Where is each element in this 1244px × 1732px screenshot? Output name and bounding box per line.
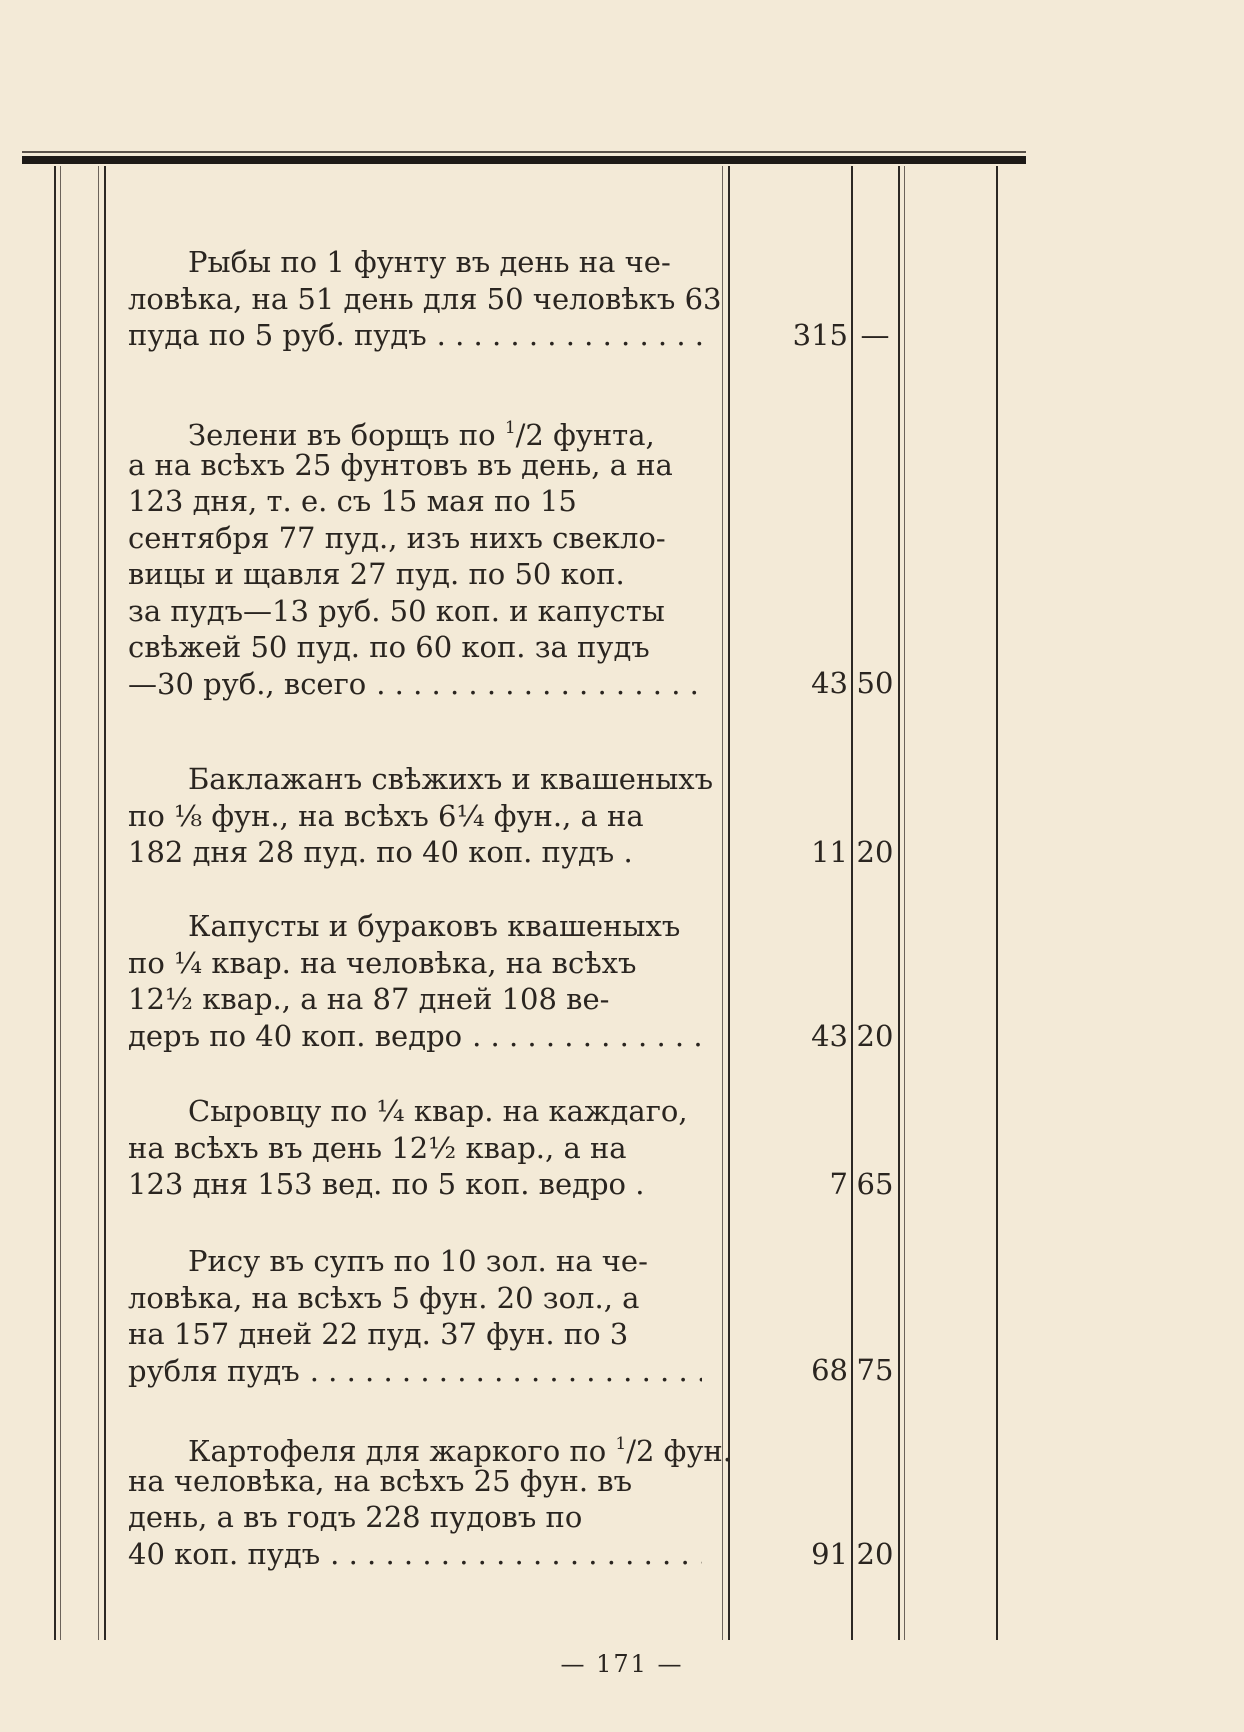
- entry-eggplant: [128, 761, 714, 871]
- column-divider-rub-inner: [722, 166, 723, 1640]
- entry-line: на человѣка, на всѣхъ 25 фун. въ: [128, 1463, 633, 1498]
- column-divider-text: [104, 166, 106, 1640]
- entry-line: сентября 77 пуд., изъ нихъ свекло-: [128, 520, 666, 555]
- entry-rice: [128, 1243, 702, 1389]
- entry-line: Рыбы по 1 фунту въ день на че-: [188, 245, 671, 279]
- top-rule-thin: [22, 151, 1026, 153]
- entry-greens: [128, 410, 702, 702]
- amount-kopecks: 20: [856, 1537, 894, 1571]
- entry-line: 12½ квар., а на 87 дней 108 ве-: [128, 982, 610, 1016]
- amount-rubles: 11: [811, 835, 848, 869]
- entry-line-last: рубля пудъ . . .: [128, 1353, 702, 1390]
- amount-kopecks: 50: [856, 666, 894, 700]
- dot-leader: [330, 1536, 702, 1573]
- amount-rubles: 91: [811, 1537, 848, 1571]
- entry-line: Баклажанъ свѣжихъ и квашеныхъ: [188, 762, 714, 796]
- entry-line: день, а въ годъ 228 пудовъ по: [128, 1500, 583, 1534]
- table-border-left: [54, 166, 56, 1640]
- amount-rubles: 43: [811, 666, 848, 700]
- entry-line-last: деръ по 40 коп. ведро . . .: [128, 1018, 702, 1055]
- entry-line: Капусты и бураковъ квашеныхъ: [188, 909, 681, 943]
- column-divider-kop: [851, 166, 853, 1640]
- amount-rubles: 315: [792, 318, 848, 352]
- column-divider-rub: [728, 166, 730, 1640]
- page-number: — 171 —: [560, 1650, 684, 1678]
- entry-line: за пудъ—13 руб. 50 коп. и капусты: [128, 593, 665, 628]
- entry-line: 123 дня, т. е. съ 15 мая по 15: [128, 484, 577, 518]
- entry-line: Зелени въ борщъ по $^1$/2 фунта,: [188, 418, 655, 452]
- amount-kopecks: 65: [856, 1167, 894, 1201]
- entry-line: по ¼ квар. на человѣка, на всѣхъ: [128, 945, 637, 980]
- entry-line: ловѣка, на всѣхъ 5 фун. 20 зол., а: [128, 1280, 640, 1315]
- entry-fish: [128, 244, 722, 354]
- entry-potato: [128, 1426, 732, 1572]
- column-divider-kop-right: [898, 166, 900, 1640]
- dot-leader: [472, 1018, 702, 1055]
- entry-line: на всѣхъ въ день 12½ квар., а на: [128, 1130, 627, 1165]
- entry-line: 123 дня 153 вед. по 5 коп. ведро .: [128, 1167, 645, 1201]
- entry-whey: [128, 1093, 702, 1203]
- amount-kopecks: 20: [856, 1019, 894, 1053]
- entry-line: Рису въ супъ по 10 зол. на че-: [188, 1244, 648, 1278]
- entry-line: 182 дня 28 пуд. по 40 коп. пудъ .: [128, 835, 633, 869]
- amount-rubles: 7: [829, 1167, 848, 1201]
- amount-kopecks: 75: [856, 1353, 894, 1387]
- entry-line: Картофеля для жаркого по $^1$/2 фун.: [188, 1434, 732, 1468]
- entry-line: а на всѣхъ 25 фунтовъ въ день, а на: [128, 447, 673, 482]
- entry-line: Сыровцу по ¼ квар. на каждаго,: [188, 1094, 688, 1128]
- amount-rubles: 68: [811, 1353, 848, 1387]
- dot-leader: [310, 1353, 702, 1390]
- entry-line-last: 40 коп. пудъ . . .: [128, 1536, 702, 1573]
- table-border-right: [996, 166, 998, 1640]
- entry-line: по ⅛ фун., на всѣхъ 6¼ фун., а на: [128, 798, 644, 833]
- dot-leader: [437, 317, 702, 354]
- entry-line: вицы и щавля 27 пуд. по 50 коп.: [128, 557, 625, 591]
- entry-line-last: —30 руб., всего . . .: [128, 666, 702, 703]
- column-divider-kop-right-inner: [904, 166, 905, 1640]
- column-divider-text-inner: [98, 166, 99, 1640]
- entry-line: ловѣка, на 51 день для 50 человѣкъ 63: [128, 281, 722, 316]
- entry-line-last: пуда по 5 руб. пудъ . . .: [128, 317, 702, 354]
- dot-leader: [376, 666, 702, 703]
- amount-rubles: 43: [811, 1019, 848, 1053]
- top-rule: [22, 156, 1026, 164]
- amount-kopecks: 20: [856, 835, 894, 869]
- entry-line: на 157 дней 22 пуд. 37 фун. по 3: [128, 1317, 629, 1351]
- entry-cabbage: [128, 908, 702, 1054]
- entry-line: свѣжей 50 пуд. по 60 коп. за пудъ: [128, 630, 650, 664]
- amount-kopecks: —: [860, 318, 890, 352]
- table-border-left-inner: [60, 166, 61, 1640]
